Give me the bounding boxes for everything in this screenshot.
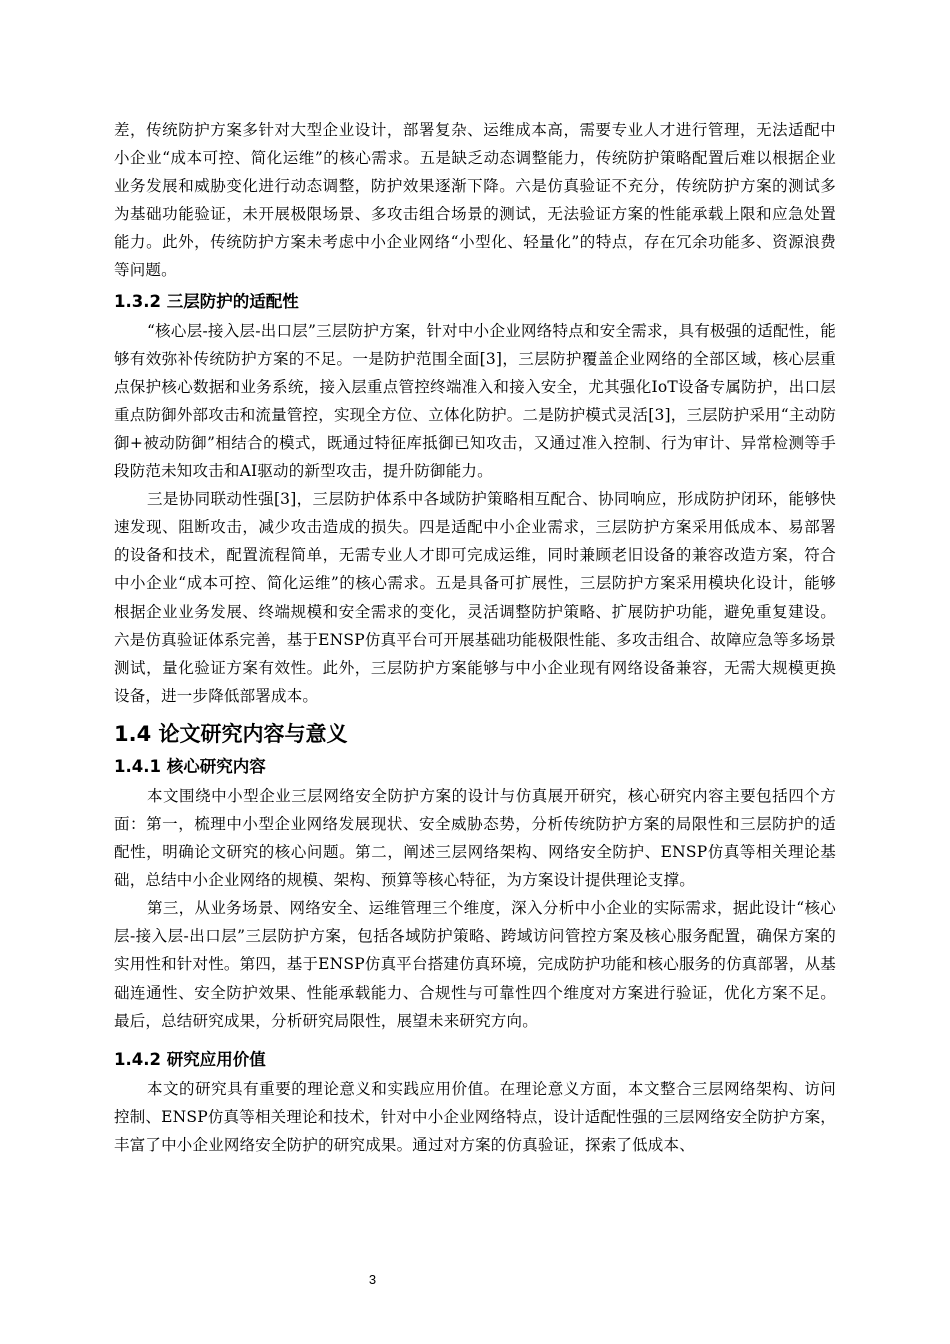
section-heading-1-3-2: 1.3.2 三层防护的适配性 [114, 291, 299, 311]
paragraph-research-content-1: 本文围绕中小型企业三层网络安全防护方案的设计与仿真展开研究，核心研究内容主要包括四个方面：第一，梳理中小型企业网络发展现状、安全威胁态势，分析传统防护方案的局限性和三层防护的适配性，明确论文研究的核心问题。第二，阐述三层网络架构、网络安全防护、ENSP仿真等相关理论基础，总结中小企业网络的规模、架构、预算等核心特征，为方案设计提供理论支撑。 [114, 786, 836, 890]
section-heading-1-4-2: 1.4.2 研究应用价值 [114, 1049, 266, 1069]
paragraph-research-content-2: 第三，从业务场景、网络安全、运维管理三个维度，深入分析中小企业的实际需求，据此设计“核心层-接入层-出口层”三层防护方案，包括各域防护策略、跨域访问管控方案及核心服务配置，确保方案的实用性和针对性。第四，基于ENSP仿真平台搭建仿真环境，完成防护功能和核心服务的仿真部署，从基础连通性、安全防护效果、性能承载能力、合规性与可靠性四个维度对方案进行验证，优化方案不足。最后，总结研究成果，分析研究局限性，展望未来研究方向。 [114, 899, 836, 1030]
spacer [114, 1035, 836, 1043]
page-number: 3 [368, 1272, 377, 1287]
paragraph-application-value: 本文的研究具有重要的理论意义和实践应用价值。在理论意义方面，本文整合三层网络架构、访问控制、ENSP仿真等相关理论和技术，针对中小企业网络特点，设计适配性强的三层网络安全防护方案，丰富了中小企业网络安全防护的研究成果。通过对方案的仿真验证，探索了低成本、 [114, 1079, 836, 1154]
section-heading-1-4: 1.4 论文研究内容与意义 [114, 721, 348, 746]
section-heading-1-4-1: 1.4.1 核心研究内容 [114, 756, 266, 776]
paragraph-three-layer-advantages: 三是协同联动性强[3]，三层防护体系中各域防护策略相互配合、协同响应，形成防护闭环，能够快速发现、阻断攻击，减少攻击造成的损失。四是适配中小企业需求，三层防护方案采用低成本、易部署的设备和技术，配置流程简单，无需专业人才即可完成运维，同时兼顾老旧设备的兼容改造方案，符合中小企业“成本可控、简化运维”的核心需求。五是具备可扩展性，三层防护方案采用模块化设计，能够根据企业业务发展、终端规模和安全需求的变化，灵活调整防护策略、扩展防护功能，避免重复建设。六是仿真验证体系完善，基于ENSP仿真平台可开展基础功能极限性能、多攻击组合、故障应急等多场景测试，量化验证方案有效性。此外，三层防护方案能够与中小企业现有网络设备兼容，无需大规模更换设备，进一步降低部署成本。 [114, 490, 836, 705]
paragraph-traditional-limitations: 差，传统防护方案多针对大型企业设计，部署复杂、运维成本高，需要专业人才进行管理，无法适配中小企业“成本可控、简化运维”的核心需求。五是缺乏动态调整能力，传统防护策略配置后难以根据企业业务发展和威胁变化进行动态调整，防护效果逐渐下降。六是仿真验证不充分，传统防护方案的测试多为基础功能验证，未开展极限场景、多攻击组合场景的测试，无法验证方案的性能承载上限和应急处置能力。此外，传统防护方案未考虑中小企业网络“小型化、轻量化”的特点，存在冗余功能多、资源浪费等问题。 [114, 121, 836, 280]
document-body [114, 116, 836, 1159]
paragraph-three-layer-adaptability: “核心层-接入层-出口层”三层防护方案，针对中小企业网络特点和安全需求，具有极强的适配性，能够有效弥补传统防护方案的不足。一是防护范围全面[3]，三层防护覆盖企业网络的全部区域，核心层重点保护核心数据和业务系统，接入层重点管控终端准入和接入安全，尤其强化IoT设备专属防护，出口层重点防御外部攻击和流量管控，实现全方位、立体化防护。二是防护模式灵活[3]，三层防护采用“主动防御+被动防御”相结合的模式，既通过特征库抵御已知攻击，又通过准入控制、行为审计、异常检测等手段防范未知攻击和AI驱动的新型攻击，提升防御能力。 [114, 321, 836, 481]
